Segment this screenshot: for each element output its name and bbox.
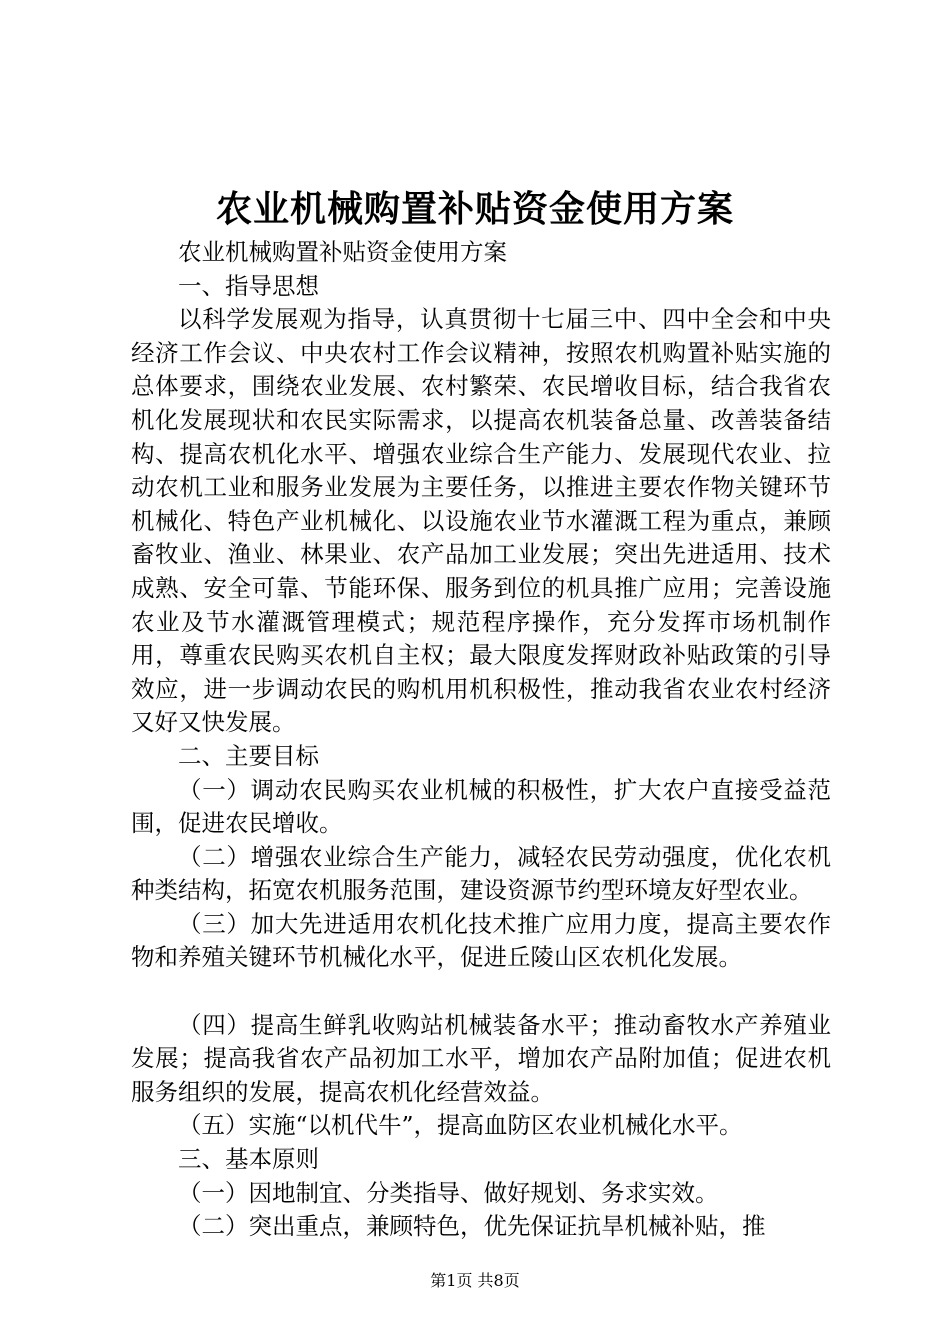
paragraph-principle-2: （二）突出重点，兼顾特色，优先保证抗旱机械补贴，推 [178,1212,766,1241]
paragraph-goal-1: （一）调动农民购买农业机械的积极性，扩大农户直接受益范围，促进农民增收。 [131,775,831,838]
paragraph-goal-2: （二）增强农业综合生产能力，减轻农民劳动强度，优化农机种类结构，拓宽农机服务范围，建设资源节约型环境友好型农业。 [131,842,831,905]
page-footer: 第1页 共8页 [430,1271,520,1290]
heading-basic-principles: 三、基本原则 [178,1145,319,1174]
paragraph-doc-name: 农业机械购置补贴资金使用方案 [178,238,507,266]
paragraph-principle-1: （一）因地制宜、分类指导、做好规划、务求实效。 [178,1178,719,1207]
document-title: 农业机械购置补贴资金使用方案 [215,188,734,230]
heading-main-goals: 二、主要目标 [178,741,319,770]
paragraph-goal-4: （四）提高生鲜乳收购站机械装备水平；推动畜牧水产养殖业发展；提高我省农产品初加工水平，增加农产品附加值；促进农机服务组织的发展，提高农机化经营效益。 [131,1010,831,1106]
heading-guiding-ideology: 一、指导思想 [178,271,319,300]
paragraph-goal-3: （三）加大先进适用农机化技术推广应用力度，提高主要农作物和养殖关键环节机械化水平，促进丘陵山区农机化发展。 [131,909,831,972]
paragraph-goal-5: （五）实施“以机代牛”，提高血防区农业机械化水平。 [178,1111,743,1140]
paragraph-guiding-ideology: 以科学发展观为指导，认真贯彻十七届三中、四中全会和中央经济工作会议、中央农村工作会议精神，按照农机购置补贴实施的总体要求，围绕农业发展、农村繁荣、农民增收目标，结合我省农机化发展现状和农民实际需求，以提高农机装备总量、改善装备结构、提高农机化水平、增强农业综合生产能力、发展现代农业、拉动农机工业和服务业发展为主要任务，以推进主要农作物关键环节机械化、特色产业机械化、以设施农业节水灌溉工程为重点，兼顾畜牧业、渔业、林果业、农产品加工业发展；突出先进适用、技术成熟、安全可靠、节能环保、服务到位的机具推广应用；完善设施农业及节水灌溉管理模式；规范程序操作，充分发挥市场机制作用，尊重农民购买农机自主权；最大限度发挥财政补贴政策的引导效应，进一步调动农民的购机用机积极性，推动我省农业农村经济又好又快发展。 [131,305,831,737]
document-body [131,236,831,1244]
